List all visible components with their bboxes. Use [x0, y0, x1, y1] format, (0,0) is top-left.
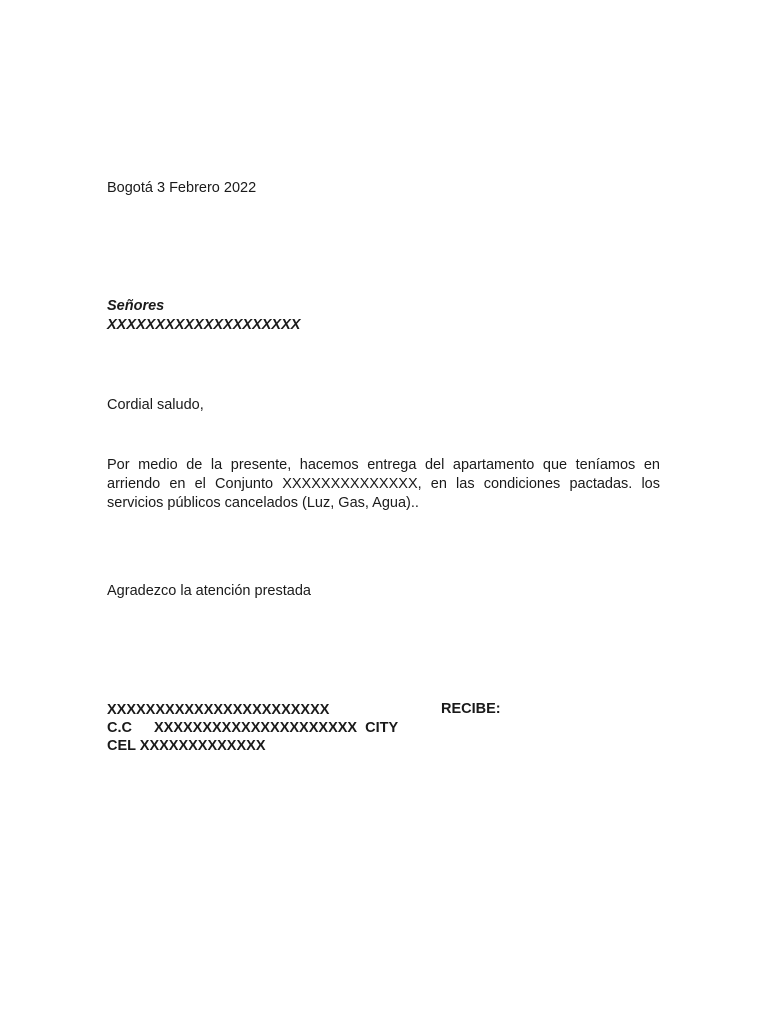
greeting: Cordial saludo, [107, 397, 204, 413]
letter-body: Por medio de la presente, hacemos entrega del apartamento que teníamos en arriendo en el Conjunto XXXXXXXXXXXXXX, en las condiciones pactadas. los servicios públicos cancelados (Luz, Gas, Agua).. [107, 457, 660, 511]
signature-cel: CEL XXXXXXXXXXXXX [107, 738, 266, 754]
cc-label: C.C [107, 720, 132, 736]
cc-value: XXXXXXXXXXXXXXXXXXXXX CITY [153, 720, 399, 736]
recipient-title: Señores [107, 298, 165, 314]
recipient-name: XXXXXXXXXXXXXXXXXXXX [107, 317, 301, 333]
signature-cc [107, 719, 398, 737]
closing-line: Agradezco la atención prestada [107, 583, 311, 599]
receiver-label: RECIBE: [441, 701, 501, 717]
letter-date: Bogotá 3 Febrero 2022 [107, 180, 257, 196]
recipient-block [107, 297, 300, 335]
signature-name: XXXXXXXXXXXXXXXXXXXXXXX [107, 702, 330, 718]
signature-block [107, 701, 398, 755]
